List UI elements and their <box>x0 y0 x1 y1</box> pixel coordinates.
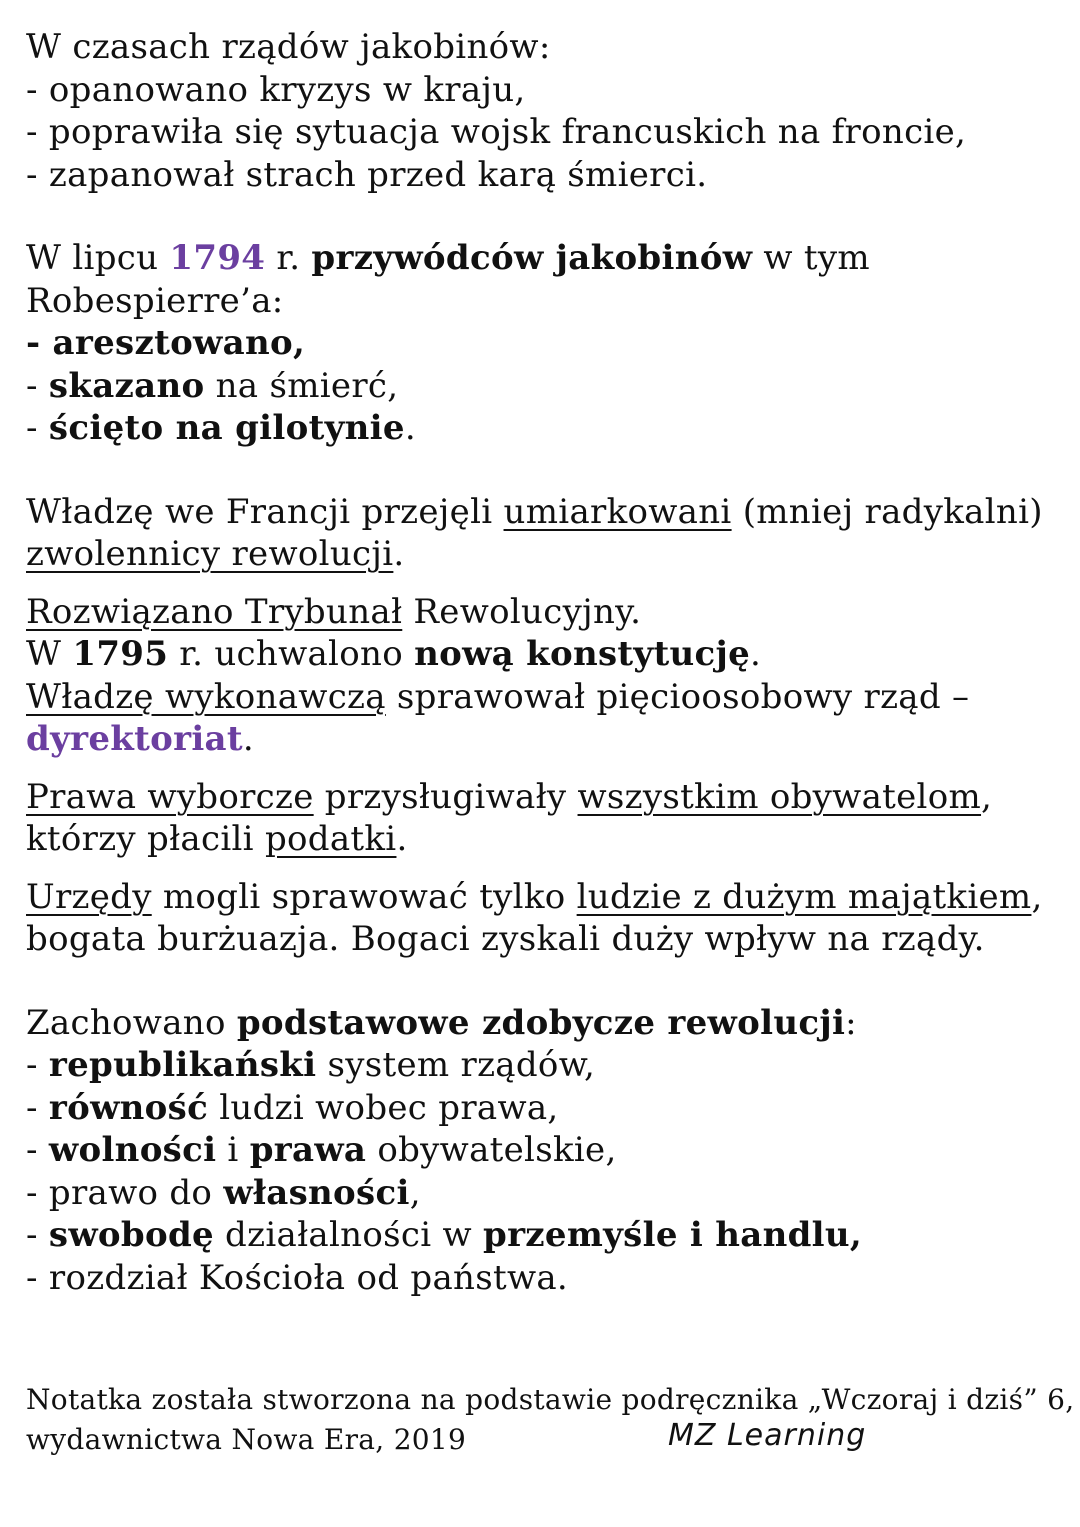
list-item <box>26 1214 1066 1257</box>
text: w tym <box>752 238 870 278</box>
text: - <box>26 1045 49 1085</box>
text: obywatelskie, <box>366 1130 617 1170</box>
text: - <box>26 1215 49 1255</box>
text-line <box>26 676 1066 719</box>
text: - <box>26 408 49 448</box>
underlined-term: wszystkim obywatelom <box>577 776 982 817</box>
text: przysługiwały <box>313 776 578 817</box>
bold-term: równość <box>48 1087 209 1128</box>
text: : <box>845 1002 857 1043</box>
text: . <box>396 819 408 859</box>
text-line: bogata burżuazja. Bogaci zyskali duży wpływ na rządy. <box>26 919 985 959</box>
underlined-term: umiarkowani <box>503 491 732 532</box>
signature-logo: MZ Learning <box>668 1418 867 1453</box>
text: . <box>750 634 762 674</box>
underlined-term: Władzę wykonawczą <box>26 676 386 717</box>
text: W <box>26 634 73 674</box>
source-footnote <box>26 1380 1075 1460</box>
text: - <box>26 1087 49 1128</box>
bold-term: własności <box>223 1172 410 1213</box>
list-item <box>26 407 1066 450</box>
bold-term: podstawowe zdobycze rewolucji <box>236 1002 846 1043</box>
footnote-line: wydawnictwa Nowa Era, 2019 <box>26 1423 467 1456</box>
bold-term: wolności <box>48 1130 217 1170</box>
bold-term: skazano <box>48 365 205 406</box>
text: . <box>404 408 416 448</box>
text: mogli sprawować tylko <box>151 876 577 917</box>
bold-term: nową konstytucję <box>414 634 751 674</box>
text: . <box>242 719 254 759</box>
text: r. uchwalono <box>168 634 415 674</box>
underlined-term: ludzie z dużym majątkiem <box>576 876 1032 917</box>
section-directory <box>26 591 1066 761</box>
text: (mniej radykalni) <box>731 491 1043 532</box>
bold-term: przemyśle i handlu, <box>483 1215 863 1255</box>
section-offices <box>26 876 1066 961</box>
text-line <box>26 591 1066 634</box>
list-item: - rozdział Kościoła od państwa. <box>26 1257 569 1298</box>
bold-term: prawa <box>249 1130 367 1170</box>
list-item <box>26 1044 1066 1087</box>
text-line: Robespierre’a: <box>26 280 284 321</box>
bold-year: 1795 <box>72 634 169 674</box>
text: , <box>1031 876 1043 917</box>
section-achievements <box>26 1002 1066 1300</box>
list-item <box>26 1087 1066 1130</box>
list-item <box>26 365 1066 408</box>
text: , <box>409 1172 421 1213</box>
bold-term: republikański <box>48 1045 317 1085</box>
underlined-term: Rozwiązano Trybunał <box>26 591 403 632</box>
list-item: - aresztowano, <box>26 323 306 363</box>
text: Rewolucyjny. <box>402 591 642 632</box>
underlined-term: Prawa wyborcze <box>26 776 314 817</box>
section-moderates <box>26 491 1066 576</box>
text: - <box>26 365 49 406</box>
text: , <box>981 776 993 817</box>
bold-term: swobodę <box>48 1215 214 1255</box>
text: na śmierć, <box>204 365 399 406</box>
list-item <box>26 1129 1066 1172</box>
note-content <box>26 26 1066 1299</box>
section-voting-rights <box>26 776 1066 861</box>
underlined-term: podatki <box>264 819 397 859</box>
text-line <box>26 491 1066 534</box>
text: działalności w <box>213 1215 483 1255</box>
footnote-line: Notatka została stworzona na podstawie podręcznika „Wczoraj i dziś” 6, <box>26 1383 1075 1416</box>
text-line <box>26 876 1066 919</box>
year-highlight: 1794 <box>169 238 266 278</box>
text-line <box>26 1002 1066 1045</box>
list-item <box>26 1172 1066 1215</box>
text: - <box>26 1130 49 1170</box>
text-line <box>26 776 1066 819</box>
text-line <box>26 237 1066 280</box>
bold-term: przywódców jakobinów <box>311 238 753 278</box>
text: Władzę we Francji przejęli <box>26 491 504 532</box>
text: i <box>216 1130 250 1170</box>
list-item: - zapanował strach przed karą śmierci. <box>26 154 708 195</box>
text-line <box>26 818 1066 861</box>
section-july-1794 <box>26 237 1066 450</box>
text-line <box>26 533 1066 576</box>
list-item: - poprawiła się sytuacja wojsk francuskich na froncie, <box>26 112 967 152</box>
text: W lipcu <box>26 238 170 278</box>
list-item: - opanowano kryzys w kraju, <box>26 69 526 110</box>
text: sprawował pięcioosobowy rząd – <box>385 676 970 717</box>
text: Zachowano <box>26 1002 237 1043</box>
bold-term: ścięto na gilotynie <box>48 408 405 448</box>
section-jacobin-rule <box>26 26 1066 196</box>
underlined-term: zwolennicy rewolucji <box>26 534 394 574</box>
term-highlight: dyrektoriat <box>26 719 243 759</box>
text: system rządów, <box>316 1045 596 1085</box>
text: ludzi wobec prawa, <box>208 1087 559 1128</box>
text-line <box>26 718 1066 761</box>
text: r. <box>265 238 312 278</box>
text: którzy płacili <box>26 819 265 859</box>
underlined-term: Urzędy <box>26 876 152 917</box>
text: - prawo do <box>26 1172 224 1213</box>
text: . <box>393 534 405 574</box>
text-line <box>26 633 1066 676</box>
text-line: W czasach rządów jakobinów: <box>26 27 551 67</box>
